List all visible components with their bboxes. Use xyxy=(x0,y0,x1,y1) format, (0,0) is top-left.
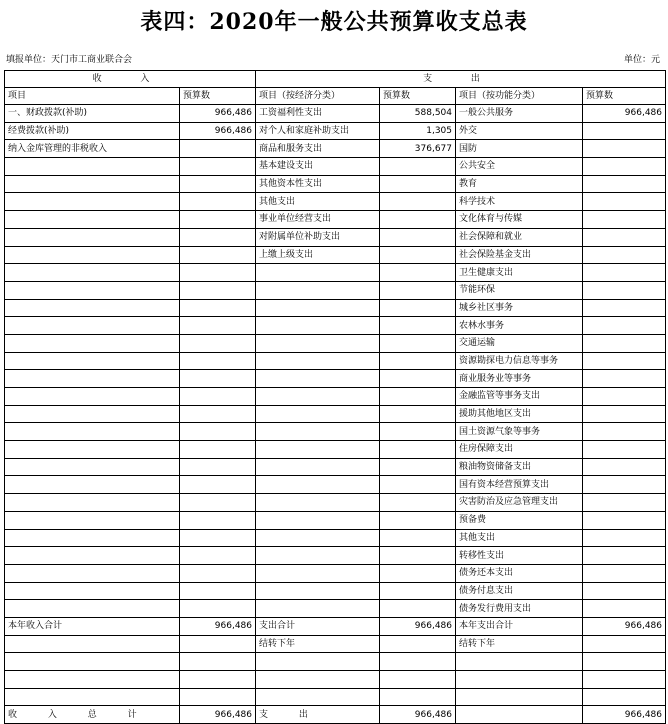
col-header-income-budget: 预算数 xyxy=(180,88,256,105)
cell-econ-item xyxy=(256,388,380,406)
cell-income-item xyxy=(5,600,180,618)
table-row xyxy=(5,582,666,600)
table-row xyxy=(5,441,666,459)
cell-income-item xyxy=(5,264,180,282)
cell-econ-budget xyxy=(380,511,456,529)
cell-func-item: 文化体育与传媒 xyxy=(456,211,583,229)
income-section-header: 收 入 xyxy=(5,71,256,88)
table-row xyxy=(5,175,666,193)
cell-func-item: 节能环保 xyxy=(456,281,583,299)
cell-income-budget xyxy=(180,476,256,494)
cell-income-budget xyxy=(180,158,256,176)
cell-func-item: 国土资源气象等事务 xyxy=(456,423,583,441)
cell-econ-budget xyxy=(380,529,456,547)
cell-func-budget xyxy=(583,246,666,264)
cell-income-item xyxy=(5,211,180,229)
cell-func-item: 其他支出 xyxy=(456,529,583,547)
cell-econ-item xyxy=(256,688,380,706)
cell-func-item: 金融监管等事务支出 xyxy=(456,388,583,406)
cell-func-budget xyxy=(583,122,666,140)
cell-func-budget: 966,486 xyxy=(583,617,666,635)
cell-econ-item xyxy=(256,370,380,388)
cell-income-budget xyxy=(180,494,256,512)
cell-econ-budget xyxy=(380,671,456,689)
cell-income-item: 一、财政拨款(补助) xyxy=(5,105,180,123)
cell-econ-budget xyxy=(380,352,456,370)
cell-income-item xyxy=(5,564,180,582)
cell-func-item: 社会保险基金支出 xyxy=(456,246,583,264)
cell-econ-budget xyxy=(380,175,456,193)
table-row xyxy=(5,122,666,140)
cell-func-item xyxy=(456,671,583,689)
table-row xyxy=(5,193,666,211)
cell-func-item: 外交 xyxy=(456,122,583,140)
table-row xyxy=(5,706,666,724)
cell-func-item: 社会保障和就业 xyxy=(456,228,583,246)
cell-econ-budget xyxy=(380,211,456,229)
cell-func-budget xyxy=(583,423,666,441)
cell-func-budget xyxy=(583,635,666,653)
cell-income-item xyxy=(5,688,180,706)
col-header-func-budget: 预算数 xyxy=(583,88,666,105)
cell-econ-budget xyxy=(380,317,456,335)
cell-func-item: 债务付息支出 xyxy=(456,582,583,600)
cell-func-item: 资源勘探电力信息等事务 xyxy=(456,352,583,370)
cell-func-budget xyxy=(583,600,666,618)
cell-income-budget xyxy=(180,441,256,459)
cell-econ-item: 上缴上级支出 xyxy=(256,246,380,264)
cell-func-item: 城乡社区事务 xyxy=(456,299,583,317)
table-row xyxy=(5,688,666,706)
cell-econ-item xyxy=(256,441,380,459)
cell-econ-budget xyxy=(380,458,456,476)
cell-income-budget xyxy=(180,405,256,423)
cell-income-item xyxy=(5,458,180,476)
table-row xyxy=(5,671,666,689)
table-row xyxy=(5,458,666,476)
table-row xyxy=(5,388,666,406)
table-row xyxy=(5,617,666,635)
cell-func-budget xyxy=(583,352,666,370)
cell-func-item: 预备费 xyxy=(456,511,583,529)
cell-econ-item xyxy=(256,458,380,476)
cell-econ-budget xyxy=(380,228,456,246)
cell-func-budget xyxy=(583,388,666,406)
cell-func-item: 国防 xyxy=(456,140,583,158)
table-row xyxy=(5,370,666,388)
cell-func-budget: 966,486 xyxy=(583,706,666,724)
cell-econ-budget xyxy=(380,441,456,459)
table-row xyxy=(5,547,666,565)
cell-income-budget xyxy=(180,228,256,246)
cell-func-budget xyxy=(583,458,666,476)
section-header-row xyxy=(5,71,666,88)
cell-income-item: 收 入 总 计 xyxy=(5,706,180,724)
cell-income-budget xyxy=(180,334,256,352)
cell-func-budget xyxy=(583,281,666,299)
cell-econ-budget xyxy=(380,582,456,600)
cell-income-budget: 966,486 xyxy=(180,105,256,123)
cell-econ-item: 对个人和家庭补助支出 xyxy=(256,122,380,140)
cell-func-item xyxy=(456,706,583,724)
cell-income-item xyxy=(5,317,180,335)
cell-func-item: 债务还本支出 xyxy=(456,564,583,582)
cell-econ-budget xyxy=(380,423,456,441)
cell-econ-item xyxy=(256,600,380,618)
cell-income-budget xyxy=(180,547,256,565)
cell-income-item xyxy=(5,299,180,317)
cell-func-item: 教育 xyxy=(456,175,583,193)
cell-income-item: 经费拨款(补助) xyxy=(5,122,180,140)
table-row xyxy=(5,334,666,352)
cell-income-item xyxy=(5,352,180,370)
cell-func-budget xyxy=(583,140,666,158)
cell-income-budget xyxy=(180,352,256,370)
cell-econ-budget xyxy=(380,193,456,211)
cell-func-item: 住房保障支出 xyxy=(456,441,583,459)
cell-func-budget xyxy=(583,494,666,512)
cell-econ-item xyxy=(256,529,380,547)
col-header-econ-budget: 预算数 xyxy=(380,88,456,105)
cell-econ-budget: 1,305 xyxy=(380,122,456,140)
cell-income-item xyxy=(5,388,180,406)
cell-func-budget xyxy=(583,547,666,565)
cell-income-item xyxy=(5,405,180,423)
cell-income-item: 纳入金库管理的非税收入 xyxy=(5,140,180,158)
cell-econ-budget xyxy=(380,653,456,671)
cell-econ-item xyxy=(256,299,380,317)
cell-income-budget xyxy=(180,600,256,618)
reporting-unit: 填报单位：天门市工商业联合会 xyxy=(6,55,133,65)
cell-econ-budget xyxy=(380,299,456,317)
cell-func-item: 科学技术 xyxy=(456,193,583,211)
cell-income-item xyxy=(5,334,180,352)
cell-econ-item: 支出合计 xyxy=(256,617,380,635)
cell-income-budget xyxy=(180,423,256,441)
cell-econ-item xyxy=(256,671,380,689)
table-row xyxy=(5,317,666,335)
table-row xyxy=(5,246,666,264)
cell-income-budget xyxy=(180,193,256,211)
cell-econ-budget xyxy=(380,370,456,388)
cell-func-item: 卫生健康支出 xyxy=(456,264,583,282)
cell-income-item xyxy=(5,494,180,512)
cell-func-budget xyxy=(583,370,666,388)
cell-income-item xyxy=(5,635,180,653)
cell-income-budget xyxy=(180,299,256,317)
cell-func-budget xyxy=(583,441,666,459)
cell-func-item: 交通运输 xyxy=(456,334,583,352)
cell-econ-item xyxy=(256,334,380,352)
cell-econ-budget xyxy=(380,564,456,582)
cell-income-item xyxy=(5,547,180,565)
cell-econ-budget: 966,486 xyxy=(380,706,456,724)
cell-econ-budget xyxy=(380,547,456,565)
cell-income-budget xyxy=(180,688,256,706)
table-row xyxy=(5,405,666,423)
cell-econ-budget: 966,486 xyxy=(380,617,456,635)
table-row xyxy=(5,140,666,158)
cell-econ-item: 工资福利性支出 xyxy=(256,105,380,123)
cell-func-budget xyxy=(583,264,666,282)
table-row xyxy=(5,352,666,370)
cell-income-item xyxy=(5,653,180,671)
cell-func-item: 结转下年 xyxy=(456,635,583,653)
cell-income-budget xyxy=(180,529,256,547)
cell-func-budget xyxy=(583,476,666,494)
cell-econ-item xyxy=(256,476,380,494)
cell-func-budget xyxy=(583,564,666,582)
cell-econ-item: 其他支出 xyxy=(256,193,380,211)
cell-income-budget xyxy=(180,564,256,582)
cell-func-budget xyxy=(583,211,666,229)
cell-income-budget xyxy=(180,582,256,600)
cell-income-item xyxy=(5,281,180,299)
table-row xyxy=(5,105,666,123)
cell-func-item: 国有资本经营预算支出 xyxy=(456,476,583,494)
cell-income-budget xyxy=(180,388,256,406)
cell-func-budget xyxy=(583,582,666,600)
budget-table xyxy=(4,70,666,724)
cell-econ-budget xyxy=(380,158,456,176)
cell-func-budget xyxy=(583,671,666,689)
cell-econ-item xyxy=(256,405,380,423)
cell-econ-budget: 376,677 xyxy=(380,140,456,158)
cell-econ-item xyxy=(256,423,380,441)
cell-income-item xyxy=(5,529,180,547)
cell-func-item: 一般公共服务 xyxy=(456,105,583,123)
cell-econ-budget xyxy=(380,264,456,282)
cell-func-budget: 966,486 xyxy=(583,105,666,123)
table-row xyxy=(5,476,666,494)
cell-func-budget xyxy=(583,405,666,423)
cell-income-budget xyxy=(180,653,256,671)
cell-func-budget xyxy=(583,511,666,529)
table-row xyxy=(5,281,666,299)
expense-section-header: 支 出 xyxy=(256,71,666,88)
cell-econ-item xyxy=(256,264,380,282)
cell-econ-item: 其他资本性支出 xyxy=(256,175,380,193)
cell-func-budget xyxy=(583,317,666,335)
table-row xyxy=(5,299,666,317)
col-header-func-item: 项目（按功能分类） xyxy=(456,88,583,105)
table-row xyxy=(5,423,666,441)
table-row xyxy=(5,494,666,512)
cell-econ-item: 商品和服务支出 xyxy=(256,140,380,158)
cell-func-item: 转移性支出 xyxy=(456,547,583,565)
cell-func-budget xyxy=(583,158,666,176)
cell-func-budget xyxy=(583,175,666,193)
col-header-econ-item: 项目（按经济分类） xyxy=(256,88,380,105)
table-row xyxy=(5,529,666,547)
cell-func-item xyxy=(456,653,583,671)
cell-income-budget xyxy=(180,211,256,229)
cell-econ-item xyxy=(256,564,380,582)
cell-income-item xyxy=(5,582,180,600)
cell-func-item: 债务发行费用支出 xyxy=(456,600,583,618)
cell-econ-budget xyxy=(380,688,456,706)
cell-income-budget xyxy=(180,458,256,476)
cell-func-item: 粮油物资储备支出 xyxy=(456,458,583,476)
cell-income-item xyxy=(5,423,180,441)
cell-income-budget: 966,486 xyxy=(180,706,256,724)
cell-econ-item xyxy=(256,582,380,600)
cell-func-budget xyxy=(583,529,666,547)
cell-income-budget xyxy=(180,511,256,529)
table-row xyxy=(5,600,666,618)
table-row xyxy=(5,228,666,246)
cell-func-item: 本年支出合计 xyxy=(456,617,583,635)
cell-econ-budget xyxy=(380,246,456,264)
cell-func-item: 商业服务业等事务 xyxy=(456,370,583,388)
cell-income-budget xyxy=(180,281,256,299)
cell-income-item xyxy=(5,246,180,264)
cell-func-item: 公共安全 xyxy=(456,158,583,176)
cell-econ-item xyxy=(256,281,380,299)
cell-econ-item: 事业单位经营支出 xyxy=(256,211,380,229)
cell-econ-budget xyxy=(380,405,456,423)
cell-income-budget xyxy=(180,370,256,388)
cell-econ-budget: 588,504 xyxy=(380,105,456,123)
cell-func-budget xyxy=(583,193,666,211)
cell-income-budget xyxy=(180,140,256,158)
table-row xyxy=(5,264,666,282)
table-row xyxy=(5,635,666,653)
cell-econ-item: 结转下年 xyxy=(256,635,380,653)
cell-income-item xyxy=(5,441,180,459)
cell-income-item xyxy=(5,228,180,246)
cell-econ-budget xyxy=(380,388,456,406)
table-row xyxy=(5,511,666,529)
cell-income-item xyxy=(5,175,180,193)
table-row xyxy=(5,211,666,229)
cell-func-budget xyxy=(583,228,666,246)
cell-income-item xyxy=(5,158,180,176)
cell-econ-budget xyxy=(380,476,456,494)
cell-income-budget xyxy=(180,671,256,689)
cell-econ-item xyxy=(256,494,380,512)
cell-income-item xyxy=(5,476,180,494)
cell-econ-budget xyxy=(380,334,456,352)
cell-income-budget xyxy=(180,317,256,335)
table-row xyxy=(5,653,666,671)
cell-income-budget xyxy=(180,246,256,264)
cell-econ-item xyxy=(256,653,380,671)
cell-econ-budget xyxy=(380,600,456,618)
column-header-row xyxy=(5,88,666,105)
cell-econ-item: 支 出 xyxy=(256,706,380,724)
page-title: 表四：2020年一般公共预算收支总表 xyxy=(140,9,528,35)
cell-econ-item: 对附属单位补助支出 xyxy=(256,228,380,246)
cell-income-item xyxy=(5,511,180,529)
cell-income-budget: 966,486 xyxy=(180,617,256,635)
cell-income-budget xyxy=(180,175,256,193)
col-header-income-item: 项目 xyxy=(5,88,180,105)
cell-econ-item xyxy=(256,547,380,565)
cell-econ-budget xyxy=(380,635,456,653)
cell-func-budget xyxy=(583,334,666,352)
cell-income-budget xyxy=(180,264,256,282)
cell-income-budget xyxy=(180,635,256,653)
table-row xyxy=(5,564,666,582)
cell-econ-budget xyxy=(380,494,456,512)
cell-func-item xyxy=(456,688,583,706)
cell-econ-item: 基本建设支出 xyxy=(256,158,380,176)
cell-func-item: 援助其他地区支出 xyxy=(456,405,583,423)
cell-func-item: 农林水事务 xyxy=(456,317,583,335)
currency-unit: 单位：元 xyxy=(623,55,660,65)
cell-func-item: 灾害防治及应急管理支出 xyxy=(456,494,583,512)
cell-income-item: 本年收入合计 xyxy=(5,617,180,635)
table-row xyxy=(5,158,666,176)
cell-income-item xyxy=(5,370,180,388)
cell-econ-item xyxy=(256,511,380,529)
cell-income-item xyxy=(5,193,180,211)
cell-econ-item xyxy=(256,317,380,335)
cell-income-item xyxy=(5,671,180,689)
cell-func-budget xyxy=(583,688,666,706)
cell-income-budget: 966,486 xyxy=(180,122,256,140)
cell-func-budget xyxy=(583,299,666,317)
cell-econ-budget xyxy=(380,281,456,299)
cell-econ-item xyxy=(256,352,380,370)
cell-func-budget xyxy=(583,653,666,671)
